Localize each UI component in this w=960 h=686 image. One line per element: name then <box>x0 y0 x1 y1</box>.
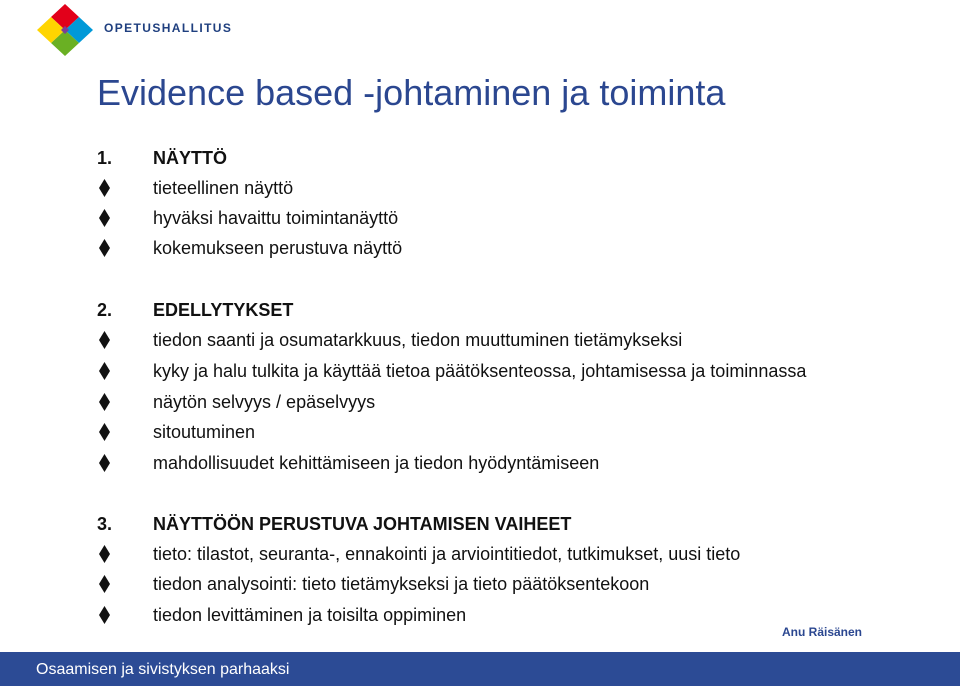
opetushallitus-logo-icon <box>36 4 94 56</box>
list-item: tiedon analysointi: tieto tietämykseksi ja tieto päätöksentekoon <box>0 569 960 599</box>
list-item: tiedon levittäminen ja toisilta oppiminen <box>0 600 960 630</box>
section-heading-text: EDELLYTYKSET <box>153 300 294 320</box>
list-item: tieteellinen näyttö <box>0 173 960 203</box>
diamond-bullet-icon <box>99 575 110 593</box>
diamond-bullet-icon <box>99 393 110 411</box>
author-name: Anu Räisänen <box>782 625 863 639</box>
section-1-heading <box>0 143 960 173</box>
section-number: 1. <box>97 148 113 168</box>
diamond-bullet-icon <box>99 362 110 380</box>
diamond-bullet-icon <box>99 331 110 349</box>
diamond-bullet-icon <box>99 545 110 563</box>
list-item: tieto: tilastot, seuranta-, ennakointi ja arviointitiedot, tutkimukset, uusi tieto <box>0 539 960 569</box>
section-number: 3. <box>97 514 113 534</box>
diamond-bullet-icon <box>99 454 110 472</box>
diamond-bullet-icon <box>99 423 110 441</box>
slide-title: Evidence based -johtaminen ja toiminta <box>97 72 726 113</box>
section-2-heading <box>0 295 960 325</box>
list-item: sitoutuminen <box>0 417 960 447</box>
section-number: 2. <box>97 300 113 320</box>
footer-bar <box>0 652 960 686</box>
diamond-bullet-icon <box>99 179 110 197</box>
footer-tagline: Osaamisen ja sivistyksen parhaaksi <box>36 661 290 678</box>
list-item: näytön selvyys / epäselvyys <box>0 387 960 417</box>
diamond-bullet-icon <box>99 606 110 624</box>
diamond-bullet-icon <box>99 209 110 227</box>
list-item: tiedon saanti ja osumatarkkuus, tiedon muuttuminen tietämykseksi <box>0 325 960 355</box>
list-item: mahdollisuudet kehittämiseen ja tiedon hyödyntämiseen <box>0 448 960 478</box>
section-heading-text: NÄYTTÖÖN PERUSTUVA JOHTAMISEN VAIHEET <box>153 514 572 534</box>
list-item: kokemukseen perustuva näyttö <box>0 233 960 263</box>
list-item: kyky ja halu tulkita ja käyttää tietoa päätöksenteossa, johtamisessa ja toiminnassa <box>0 356 960 386</box>
org-name: OPETUSHALLITUS <box>104 21 233 35</box>
section-heading-text: NÄYTTÖ <box>153 148 227 168</box>
diamond-bullet-icon <box>99 239 110 257</box>
section-3-heading <box>0 509 960 539</box>
list-item: hyväksi havaittu toimintanäyttö <box>0 203 960 233</box>
